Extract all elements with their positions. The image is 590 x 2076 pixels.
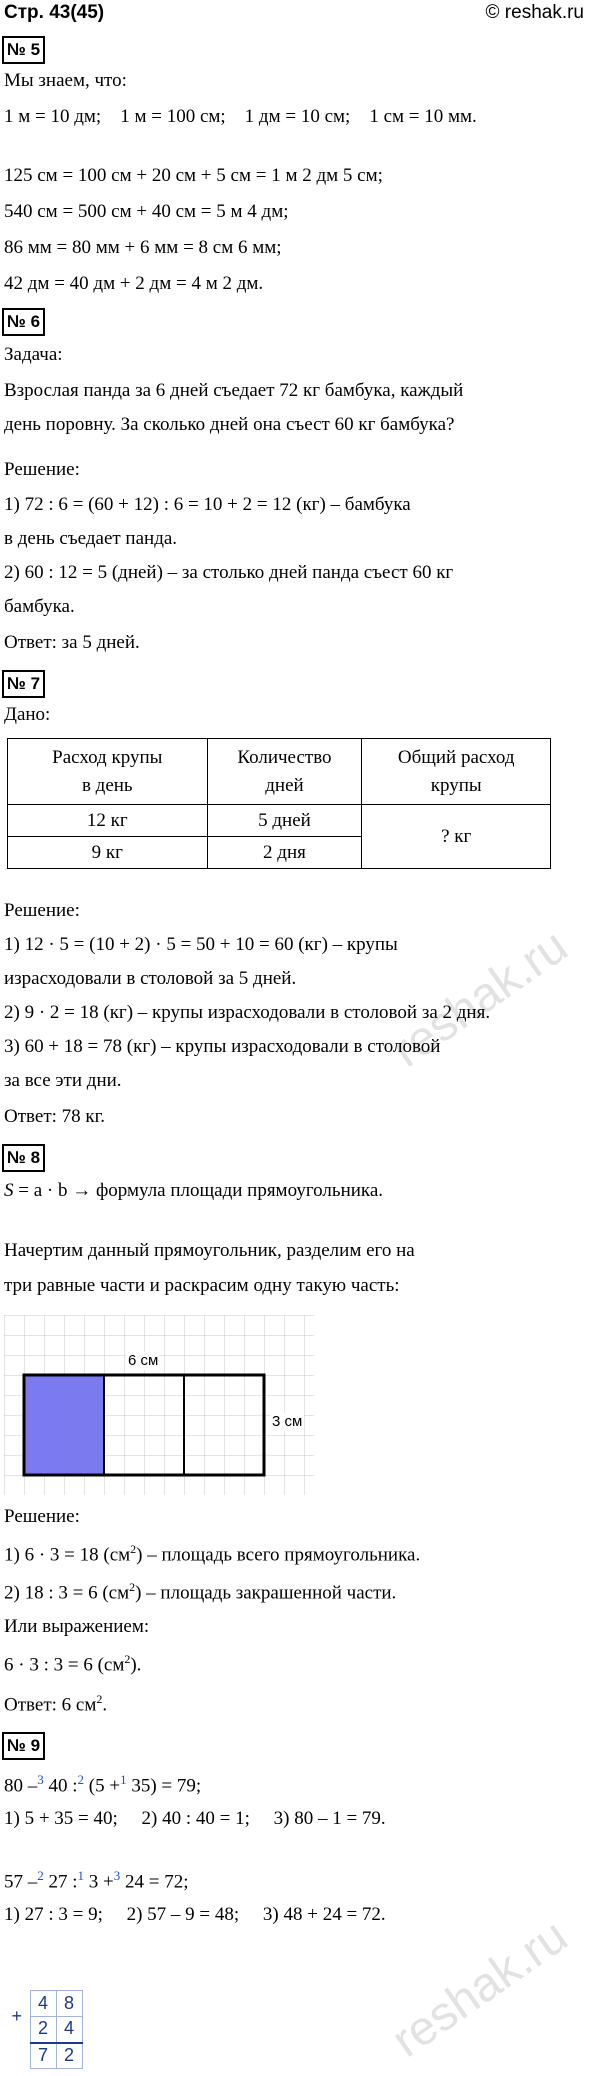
cell-days-1: 5 дней <box>207 805 362 837</box>
column-addition <box>4 1990 83 2069</box>
task-badge-8: № 8 <box>2 1144 45 1172</box>
digit: 4 <box>30 1991 56 2017</box>
plus-sign: + <box>11 2005 22 2026</box>
n9-steps-2: 1) 27 : 3 = 9; 2) 57 – 9 = 48; 3) 48 + 24 = 72. <box>4 1904 386 1925</box>
n6-step-2a: 2) 60 : 12 = 5 (дней) – за столько дней панда съест 60 кг <box>4 562 454 583</box>
shaded-part <box>24 1375 104 1475</box>
rectangle-figure <box>4 1315 314 1495</box>
n9-expression-2: 57 –$^2$ 27 :$^1$ 3 +$^3$ 24 = 72; <box>4 1868 189 1893</box>
header-consumption-per-day: Расход крупы в день <box>8 739 208 805</box>
n6-task-line-1: Взрослая панда за 6 дней съедает 72 кг бамбука, каждый <box>4 380 464 401</box>
n8-intro-line-1: Начертим данный прямоугольник, разделим его на <box>4 1240 415 1261</box>
n8-step-1: 1) 6 · 3 = 18 $(см^2)$ – площадь всего прямоугольника. <box>4 1542 421 1566</box>
header-days: Количество дней <box>207 739 362 805</box>
digit: 2 <box>30 2017 56 2043</box>
n8-solution-label: Решение: <box>4 1506 80 1527</box>
digit: 2 <box>56 2043 82 2069</box>
header-total: Общий расход крупы <box>362 739 551 805</box>
n6-step-1b: в день съедает панда. <box>4 528 178 549</box>
n8-step-2: 2) 18 : 3 = 6 $(см^2)$ – площадь закрашенной части. <box>4 1580 397 1604</box>
cell-days-2: 2 дня <box>207 837 362 869</box>
n5-facts: 1 м = 10 дм; 1 м = 100 см; 1 дм = 10 см; 1 см = 10 мм. <box>4 106 477 127</box>
n8-intro-line-2: три равные части и раскрасим одну такую часть: <box>4 1275 400 1296</box>
n5-line-3: 86 мм = 80 мм + 6 мм = 8 см 6 мм; <box>4 237 282 258</box>
n5-line-1: 125 см = 100 см + 20 см + 5 см = 1 м 2 дм 5 см; <box>4 165 383 186</box>
cell-per-day-2: 9 кг <box>8 837 208 869</box>
cell-total: ? кг <box>362 805 551 869</box>
n8-or-expression: Или выражением: <box>4 1616 150 1637</box>
digit: 4 <box>56 2017 82 2043</box>
n7-step-1b: израсходовали в столовой за 5 дней. <box>4 968 297 989</box>
n7-answer: Ответ: 78 кг. <box>4 1106 106 1127</box>
n6-task-line-2: день поровну. За сколько дней она съест 60 кг бамбука? <box>4 414 455 435</box>
digit: 7 <box>30 2043 56 2069</box>
n8-answer: Ответ: 6 $см^2$. <box>4 1692 108 1716</box>
height-label: 3 см <box>272 1413 303 1430</box>
n8-formula: S = a · b → формула площади прямоугольника. <box>4 1180 384 1201</box>
width-label: 6 см <box>128 1352 159 1369</box>
n8-expression: 6 · 3 : 3 = 6 $(см^2)$. <box>4 1652 142 1676</box>
digit: 8 <box>56 1991 82 2017</box>
n7-given-label: Дано: <box>4 704 51 725</box>
n6-step-2b: бамбука. <box>4 596 75 617</box>
page-number: Стр. 43(45) <box>4 2 105 23</box>
table-header-row <box>8 739 551 805</box>
task-badge-7: № 7 <box>2 670 45 698</box>
n5-line-2: 540 см = 500 см + 40 см = 5 м 4 дм; <box>4 201 289 222</box>
n7-given-table <box>7 738 551 869</box>
task-badge-6: № 6 <box>2 308 45 336</box>
n7-step-3b: за все эти дни. <box>4 1070 122 1091</box>
n9-steps-1: 1) 5 + 35 = 40; 2) 40 : 40 = 1; 3) 80 – 1 = 79. <box>4 1808 386 1829</box>
task-badge-9: № 9 <box>2 1732 45 1760</box>
n6-solution-label: Решение: <box>4 459 80 480</box>
n6-task-label: Задача: <box>4 344 63 365</box>
watermark: reshak.ru <box>382 919 578 1078</box>
n7-step-3a: 3) 60 + 18 = 78 (кг) – крупы израсходовали в столовой <box>4 1036 441 1057</box>
n7-step-2: 2) 9 · 2 = 18 (кг) – крупы израсходовали в столовой за 2 дня. <box>4 1002 491 1023</box>
n5-intro: Мы знаем, что: <box>4 70 127 91</box>
n9-expression-1: 80 –$^3$ 40 :$^2$ (5 +$^1$ 35) = 79; <box>4 1772 202 1797</box>
table-row <box>8 805 551 837</box>
cell-per-day-1: 12 кг <box>8 805 208 837</box>
n6-step-1a: 1) 72 : 6 = (60 + 12) : 6 = 10 + 2 = 12 (кг) – бамбука <box>4 494 411 515</box>
n5-line-4: 42 дм = 40 дм + 2 дм = 4 м 2 дм. <box>4 273 264 294</box>
watermark: reshak.ru <box>382 1909 578 2068</box>
n6-answer: Ответ: за 5 дней. <box>4 632 140 653</box>
n7-solution-label: Решение: <box>4 900 80 921</box>
task-badge-5: № 5 <box>2 36 45 64</box>
site-copyright: © reshak.ru <box>485 2 584 23</box>
n7-step-1a: 1) 12 · 5 = (10 + 2) · 5 = 50 + 10 = 60 (кг) – крупы <box>4 934 398 955</box>
